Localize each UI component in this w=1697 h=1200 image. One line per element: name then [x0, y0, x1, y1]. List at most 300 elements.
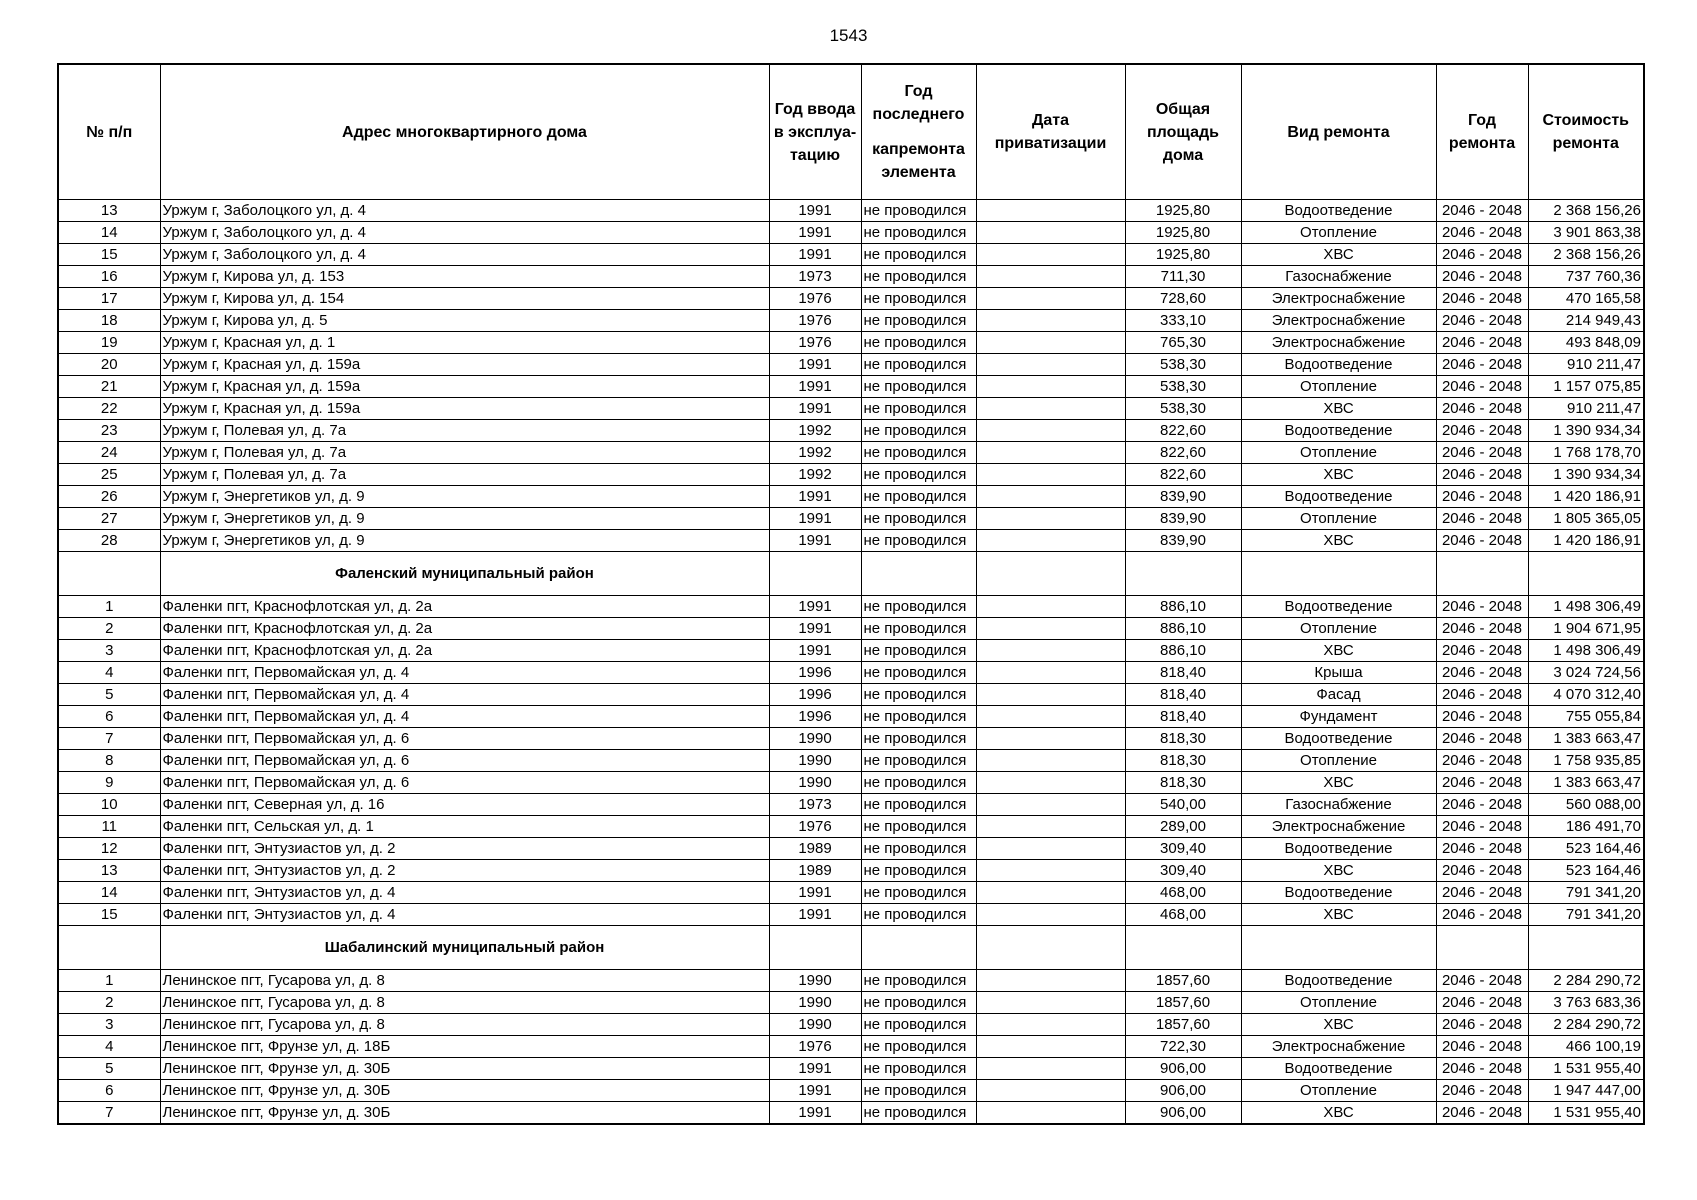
section-empty-cell [1436, 926, 1528, 970]
cell-repair-type: Газоснабжение [1241, 266, 1436, 288]
header-area: Общая площадь дома [1125, 64, 1241, 200]
cell-privatization [976, 266, 1125, 288]
cell-area: 1925,80 [1125, 244, 1241, 266]
cell-repair-type: Водоотведение [1241, 838, 1436, 860]
cell-last-repair: не проводился [861, 750, 976, 772]
cell-address: Уржум г, Кирова ул, д. 154 [160, 288, 769, 310]
cell-cost: 1 531 955,40 [1528, 1102, 1644, 1125]
cell-repair-type: Отопление [1241, 1080, 1436, 1102]
cell-repair-type: ХВС [1241, 1014, 1436, 1036]
cell-row-num: 13 [58, 860, 160, 882]
cell-row-num: 22 [58, 398, 160, 420]
cell-privatization [976, 442, 1125, 464]
cell-last-repair: не проводился [861, 970, 976, 992]
cell-privatization [976, 706, 1125, 728]
cell-address: Уржум г, Кирова ул, д. 153 [160, 266, 769, 288]
cell-repair-year: 2046 - 2048 [1436, 376, 1528, 398]
cell-privatization [976, 376, 1125, 398]
cell-privatization [976, 332, 1125, 354]
cell-row-num: 18 [58, 310, 160, 332]
cell-privatization [976, 1036, 1125, 1058]
header-last-repair-line1: Год последнего [872, 83, 965, 123]
cell-last-repair: не проводился [861, 354, 976, 376]
cell-privatization [976, 288, 1125, 310]
cell-year-built: 1990 [769, 970, 861, 992]
cell-address: Фаленки пгт, Краснофлотская ул, д. 2а [160, 618, 769, 640]
cell-area: 468,00 [1125, 882, 1241, 904]
cell-repair-year: 2046 - 2048 [1436, 266, 1528, 288]
cell-repair-year: 2046 - 2048 [1436, 442, 1528, 464]
cell-last-repair: не проводился [861, 596, 976, 618]
cell-cost: 1 758 935,85 [1528, 750, 1644, 772]
cell-address: Фаленки пгт, Энтузиастов ул, д. 4 [160, 882, 769, 904]
cell-repair-type: Электроснабжение [1241, 310, 1436, 332]
cell-last-repair: не проводился [861, 728, 976, 750]
table-row [58, 706, 1644, 728]
cell-privatization [976, 354, 1125, 376]
cell-year-built: 1991 [769, 376, 861, 398]
table-row [58, 618, 1644, 640]
cell-area: 289,00 [1125, 816, 1241, 838]
cell-repair-type: Электроснабжение [1241, 332, 1436, 354]
cell-cost: 1 805 365,05 [1528, 508, 1644, 530]
cell-repair-type: Отопление [1241, 376, 1436, 398]
cell-address: Ленинское пгт, Фрунзе ул, д. 30Б [160, 1058, 769, 1080]
cell-repair-type: Водоотведение [1241, 728, 1436, 750]
cell-last-repair: не проводился [861, 992, 976, 1014]
cell-last-repair: не проводился [861, 486, 976, 508]
cell-area: 1857,60 [1125, 970, 1241, 992]
cell-repair-year: 2046 - 2048 [1436, 420, 1528, 442]
cell-row-num: 11 [58, 816, 160, 838]
cell-row-num: 4 [58, 1036, 160, 1058]
cell-repair-year: 2046 - 2048 [1436, 970, 1528, 992]
cell-cost: 493 848,09 [1528, 332, 1644, 354]
cell-year-built: 1991 [769, 1058, 861, 1080]
cell-last-repair: не проводился [861, 1058, 976, 1080]
cell-row-num: 2 [58, 992, 160, 1014]
cell-privatization [976, 398, 1125, 420]
cell-year-built: 1991 [769, 530, 861, 552]
table-row [58, 794, 1644, 816]
cell-cost: 1 390 934,34 [1528, 464, 1644, 486]
cell-area: 906,00 [1125, 1102, 1241, 1125]
cell-row-num: 13 [58, 200, 160, 222]
cell-repair-year: 2046 - 2048 [1436, 750, 1528, 772]
cell-cost: 186 491,70 [1528, 816, 1644, 838]
section-empty-cell [861, 926, 976, 970]
page-number: 1543 [829, 26, 868, 45]
cell-cost: 1 383 663,47 [1528, 728, 1644, 750]
cell-last-repair: не проводился [861, 1036, 976, 1058]
cell-cost: 1 420 186,91 [1528, 530, 1644, 552]
cell-year-built: 1976 [769, 816, 861, 838]
cell-cost: 2 284 290,72 [1528, 970, 1644, 992]
cell-row-num: 20 [58, 354, 160, 376]
section-empty-cell [1125, 552, 1241, 596]
cell-repair-year: 2046 - 2048 [1436, 728, 1528, 750]
cell-row-num: 5 [58, 684, 160, 706]
cell-row-num: 16 [58, 266, 160, 288]
cell-year-built: 1976 [769, 332, 861, 354]
cell-repair-year: 2046 - 2048 [1436, 706, 1528, 728]
cell-address: Фаленки пгт, Первомайская ул, д. 6 [160, 772, 769, 794]
cell-year-built: 1991 [769, 618, 861, 640]
cell-repair-year: 2046 - 2048 [1436, 772, 1528, 794]
cell-privatization [976, 904, 1125, 926]
cell-repair-type: ХВС [1241, 1102, 1436, 1125]
cell-repair-year: 2046 - 2048 [1436, 794, 1528, 816]
cell-privatization [976, 838, 1125, 860]
cell-repair-type: Отопление [1241, 222, 1436, 244]
cell-area: 906,00 [1125, 1058, 1241, 1080]
cell-area: 822,60 [1125, 464, 1241, 486]
header-repair-type: Вид ремонта [1241, 64, 1436, 200]
cell-area: 333,10 [1125, 310, 1241, 332]
cell-privatization [976, 420, 1125, 442]
cell-repair-type: Водоотведение [1241, 200, 1436, 222]
cell-repair-year: 2046 - 2048 [1436, 244, 1528, 266]
cell-privatization [976, 662, 1125, 684]
cell-row-num: 3 [58, 640, 160, 662]
cell-repair-year: 2046 - 2048 [1436, 618, 1528, 640]
cell-row-num: 15 [58, 904, 160, 926]
cell-address: Фаленки пгт, Первомайская ул, д. 4 [160, 684, 769, 706]
cell-cost: 523 164,46 [1528, 860, 1644, 882]
cell-repair-year: 2046 - 2048 [1436, 332, 1528, 354]
cell-address: Уржум г, Красная ул, д. 159а [160, 398, 769, 420]
header-privatization: Дата приватизации [976, 64, 1125, 200]
table-row [58, 882, 1644, 904]
table-row [58, 1080, 1644, 1102]
section-row [58, 552, 1644, 596]
cell-row-num: 23 [58, 420, 160, 442]
table-row [58, 1036, 1644, 1058]
cell-repair-type: ХВС [1241, 530, 1436, 552]
cell-address: Уржум г, Полевая ул, д. 7а [160, 464, 769, 486]
cell-last-repair: не проводился [861, 508, 976, 530]
cell-last-repair: не проводился [861, 288, 976, 310]
cell-area: 722,30 [1125, 1036, 1241, 1058]
cell-address: Уржум г, Энергетиков ул, д. 9 [160, 486, 769, 508]
table-header-row [58, 64, 1644, 200]
cell-year-built: 1991 [769, 1080, 861, 1102]
cell-cost: 3 024 724,56 [1528, 662, 1644, 684]
cell-year-built: 1973 [769, 794, 861, 816]
cell-address: Уржум г, Заболоцкого ул, д. 4 [160, 244, 769, 266]
cell-privatization [976, 508, 1125, 530]
cell-area: 538,30 [1125, 376, 1241, 398]
table-row [58, 200, 1644, 222]
cell-address: Ленинское пгт, Фрунзе ул, д. 30Б [160, 1102, 769, 1125]
cell-repair-type: ХВС [1241, 464, 1436, 486]
cell-last-repair: не проводился [861, 618, 976, 640]
cell-repair-type: Водоотведение [1241, 420, 1436, 442]
cell-row-num: 26 [58, 486, 160, 508]
cell-repair-year: 2046 - 2048 [1436, 684, 1528, 706]
cell-address: Уржум г, Энергетиков ул, д. 9 [160, 508, 769, 530]
cell-repair-year: 2046 - 2048 [1436, 486, 1528, 508]
cell-row-num: 8 [58, 750, 160, 772]
cell-area: 839,90 [1125, 530, 1241, 552]
table-row [58, 728, 1644, 750]
cell-last-repair: не проводился [861, 772, 976, 794]
table-row [58, 1058, 1644, 1080]
cell-area: 886,10 [1125, 640, 1241, 662]
table-row [58, 1014, 1644, 1036]
cell-repair-year: 2046 - 2048 [1436, 1080, 1528, 1102]
repair-register-table [57, 63, 1645, 1125]
cell-year-built: 1991 [769, 882, 861, 904]
header-year-built: Год ввода в эксплуа-тацию [769, 64, 861, 200]
cell-repair-year: 2046 - 2048 [1436, 640, 1528, 662]
cell-row-num: 9 [58, 772, 160, 794]
cell-repair-type: Отопление [1241, 442, 1436, 464]
cell-repair-type: ХВС [1241, 860, 1436, 882]
cell-cost: 3 763 683,36 [1528, 992, 1644, 1014]
cell-area: 1925,80 [1125, 200, 1241, 222]
cell-repair-year: 2046 - 2048 [1436, 310, 1528, 332]
cell-repair-type: Электроснабжение [1241, 288, 1436, 310]
cell-year-built: 1992 [769, 464, 861, 486]
table-body [58, 200, 1644, 1125]
cell-cost: 1 498 306,49 [1528, 596, 1644, 618]
cell-address: Фаленки пгт, Энтузиастов ул, д. 2 [160, 860, 769, 882]
cell-row-num: 5 [58, 1058, 160, 1080]
cell-repair-type: Водоотведение [1241, 970, 1436, 992]
section-empty-cell [1241, 552, 1436, 596]
cell-row-num: 4 [58, 662, 160, 684]
cell-row-num: 14 [58, 882, 160, 904]
cell-repair-year: 2046 - 2048 [1436, 200, 1528, 222]
cell-area: 822,60 [1125, 442, 1241, 464]
cell-repair-type: Водоотведение [1241, 882, 1436, 904]
cell-year-built: 1976 [769, 288, 861, 310]
cell-cost: 2 284 290,72 [1528, 1014, 1644, 1036]
cell-repair-type: Отопление [1241, 618, 1436, 640]
cell-year-built: 1976 [769, 1036, 861, 1058]
cell-repair-year: 2046 - 2048 [1436, 662, 1528, 684]
cell-cost: 2 368 156,26 [1528, 200, 1644, 222]
header-repair-year: Год ремонта [1436, 64, 1528, 200]
cell-repair-type: Отопление [1241, 992, 1436, 1014]
cell-area: 818,40 [1125, 684, 1241, 706]
cell-area: 538,30 [1125, 398, 1241, 420]
cell-privatization [976, 728, 1125, 750]
cell-cost: 3 901 863,38 [1528, 222, 1644, 244]
table-row [58, 816, 1644, 838]
cell-row-num: 12 [58, 838, 160, 860]
cell-last-repair: не проводился [861, 1080, 976, 1102]
table-row [58, 508, 1644, 530]
cell-cost: 1 157 075,85 [1528, 376, 1644, 398]
cell-area: 728,60 [1125, 288, 1241, 310]
cell-row-num: 7 [58, 728, 160, 750]
cell-row-num: 3 [58, 1014, 160, 1036]
cell-area: 886,10 [1125, 596, 1241, 618]
section-empty-cell [1125, 926, 1241, 970]
cell-repair-type: Водоотведение [1241, 1058, 1436, 1080]
cell-privatization [976, 1080, 1125, 1102]
cell-row-num: 7 [58, 1102, 160, 1125]
cell-privatization [976, 200, 1125, 222]
cell-privatization [976, 970, 1125, 992]
cell-address: Уржум г, Красная ул, д. 159а [160, 376, 769, 398]
cell-last-repair: не проводился [861, 332, 976, 354]
cell-last-repair: не проводился [861, 838, 976, 860]
cell-repair-type: ХВС [1241, 640, 1436, 662]
cell-last-repair: не проводился [861, 904, 976, 926]
cell-cost: 523 164,46 [1528, 838, 1644, 860]
cell-area: 309,40 [1125, 838, 1241, 860]
cell-year-built: 1991 [769, 596, 861, 618]
cell-area: 818,40 [1125, 706, 1241, 728]
cell-row-num: 21 [58, 376, 160, 398]
cell-year-built: 1991 [769, 640, 861, 662]
cell-privatization [976, 684, 1125, 706]
cell-cost: 1 390 934,34 [1528, 420, 1644, 442]
table-row [58, 376, 1644, 398]
cell-repair-year: 2046 - 2048 [1436, 508, 1528, 530]
cell-repair-year: 2046 - 2048 [1436, 398, 1528, 420]
cell-address: Фаленки пгт, Энтузиастов ул, д. 2 [160, 838, 769, 860]
section-empty-cell [58, 552, 160, 596]
cell-row-num: 19 [58, 332, 160, 354]
section-empty-cell [861, 552, 976, 596]
cell-address: Фаленки пгт, Энтузиастов ул, д. 4 [160, 904, 769, 926]
cell-privatization [976, 640, 1125, 662]
cell-repair-year: 2046 - 2048 [1436, 838, 1528, 860]
cell-repair-year: 2046 - 2048 [1436, 288, 1528, 310]
cell-cost: 755 055,84 [1528, 706, 1644, 728]
cell-year-built: 1991 [769, 904, 861, 926]
cell-privatization [976, 596, 1125, 618]
cell-year-built: 1973 [769, 266, 861, 288]
table-row [58, 332, 1644, 354]
cell-last-repair: не проводился [861, 860, 976, 882]
section-empty-cell [1528, 926, 1644, 970]
cell-last-repair: не проводился [861, 794, 976, 816]
table-row [58, 662, 1644, 684]
cell-row-num: 14 [58, 222, 160, 244]
table-row [58, 1102, 1644, 1125]
cell-repair-year: 2046 - 2048 [1436, 860, 1528, 882]
cell-year-built: 1990 [769, 772, 861, 794]
cell-cost: 910 211,47 [1528, 398, 1644, 420]
cell-address: Фаленки пгт, Краснофлотская ул, д. 2а [160, 640, 769, 662]
cell-repair-type: Отопление [1241, 750, 1436, 772]
cell-repair-year: 2046 - 2048 [1436, 1036, 1528, 1058]
cell-cost: 1 498 306,49 [1528, 640, 1644, 662]
cell-cost: 737 760,36 [1528, 266, 1644, 288]
cell-area: 1857,60 [1125, 1014, 1241, 1036]
cell-cost: 214 949,43 [1528, 310, 1644, 332]
section-empty-cell [769, 926, 861, 970]
cell-row-num: 17 [58, 288, 160, 310]
cell-address: Уржум г, Заболоцкого ул, д. 4 [160, 222, 769, 244]
cell-year-built: 1976 [769, 310, 861, 332]
cell-privatization [976, 486, 1125, 508]
cell-repair-year: 2046 - 2048 [1436, 596, 1528, 618]
cell-privatization [976, 750, 1125, 772]
cell-privatization [976, 222, 1125, 244]
cell-cost: 470 165,58 [1528, 288, 1644, 310]
cell-area: 540,00 [1125, 794, 1241, 816]
cell-area: 886,10 [1125, 618, 1241, 640]
section-empty-cell [1528, 552, 1644, 596]
cell-privatization [976, 1014, 1125, 1036]
cell-privatization [976, 618, 1125, 640]
cell-last-repair: не проводился [861, 376, 976, 398]
cell-address: Фаленки пгт, Северная ул, д. 16 [160, 794, 769, 816]
section-empty-cell [769, 552, 861, 596]
cell-cost: 4 070 312,40 [1528, 684, 1644, 706]
header-last-repair [861, 64, 976, 200]
cell-area: 468,00 [1125, 904, 1241, 926]
cell-privatization [976, 1102, 1125, 1125]
cell-year-built: 1991 [769, 398, 861, 420]
cell-address: Фаленки пгт, Первомайская ул, д. 6 [160, 750, 769, 772]
cell-last-repair: не проводился [861, 266, 976, 288]
cell-row-num: 2 [58, 618, 160, 640]
cell-repair-type: Электроснабжение [1241, 1036, 1436, 1058]
section-empty-cell [976, 552, 1125, 596]
cell-cost: 1 768 178,70 [1528, 442, 1644, 464]
cell-address: Ленинское пгт, Фрунзе ул, д. 18Б [160, 1036, 769, 1058]
cell-area: 538,30 [1125, 354, 1241, 376]
cell-address: Фаленки пгт, Первомайская ул, д. 4 [160, 706, 769, 728]
cell-repair-year: 2046 - 2048 [1436, 992, 1528, 1014]
cell-last-repair: не проводился [861, 662, 976, 684]
cell-repair-year: 2046 - 2048 [1436, 354, 1528, 376]
cell-repair-type: ХВС [1241, 904, 1436, 926]
cell-cost: 1 383 663,47 [1528, 772, 1644, 794]
cell-year-built: 1991 [769, 354, 861, 376]
cell-address: Ленинское пгт, Гусарова ул, д. 8 [160, 992, 769, 1014]
cell-address: Фаленки пгт, Первомайская ул, д. 6 [160, 728, 769, 750]
table-row [58, 354, 1644, 376]
section-empty-cell [1241, 926, 1436, 970]
cell-area: 1925,80 [1125, 222, 1241, 244]
table-row [58, 486, 1644, 508]
table-row [58, 772, 1644, 794]
section-empty-cell [976, 926, 1125, 970]
table-row [58, 420, 1644, 442]
cell-address: Уржум г, Красная ул, д. 1 [160, 332, 769, 354]
table-row [58, 398, 1644, 420]
cell-area: 765,30 [1125, 332, 1241, 354]
cell-last-repair: не проводился [861, 200, 976, 222]
cell-address: Фаленки пгт, Краснофлотская ул, д. 2а [160, 596, 769, 618]
cell-area: 839,90 [1125, 508, 1241, 530]
table-row [58, 442, 1644, 464]
cell-row-num: 24 [58, 442, 160, 464]
cell-row-num: 10 [58, 794, 160, 816]
cell-row-num: 6 [58, 1080, 160, 1102]
cell-last-repair: не проводился [861, 420, 976, 442]
cell-year-built: 1996 [769, 706, 861, 728]
cell-area: 906,00 [1125, 1080, 1241, 1102]
cell-last-repair: не проводился [861, 244, 976, 266]
cell-repair-year: 2046 - 2048 [1436, 1102, 1528, 1125]
cell-repair-year: 2046 - 2048 [1436, 816, 1528, 838]
cell-address: Уржум г, Полевая ул, д. 7а [160, 420, 769, 442]
table-row [58, 684, 1644, 706]
cell-area: 818,40 [1125, 662, 1241, 684]
cell-privatization [976, 992, 1125, 1014]
cell-area: 818,30 [1125, 728, 1241, 750]
cell-last-repair: не проводился [861, 640, 976, 662]
